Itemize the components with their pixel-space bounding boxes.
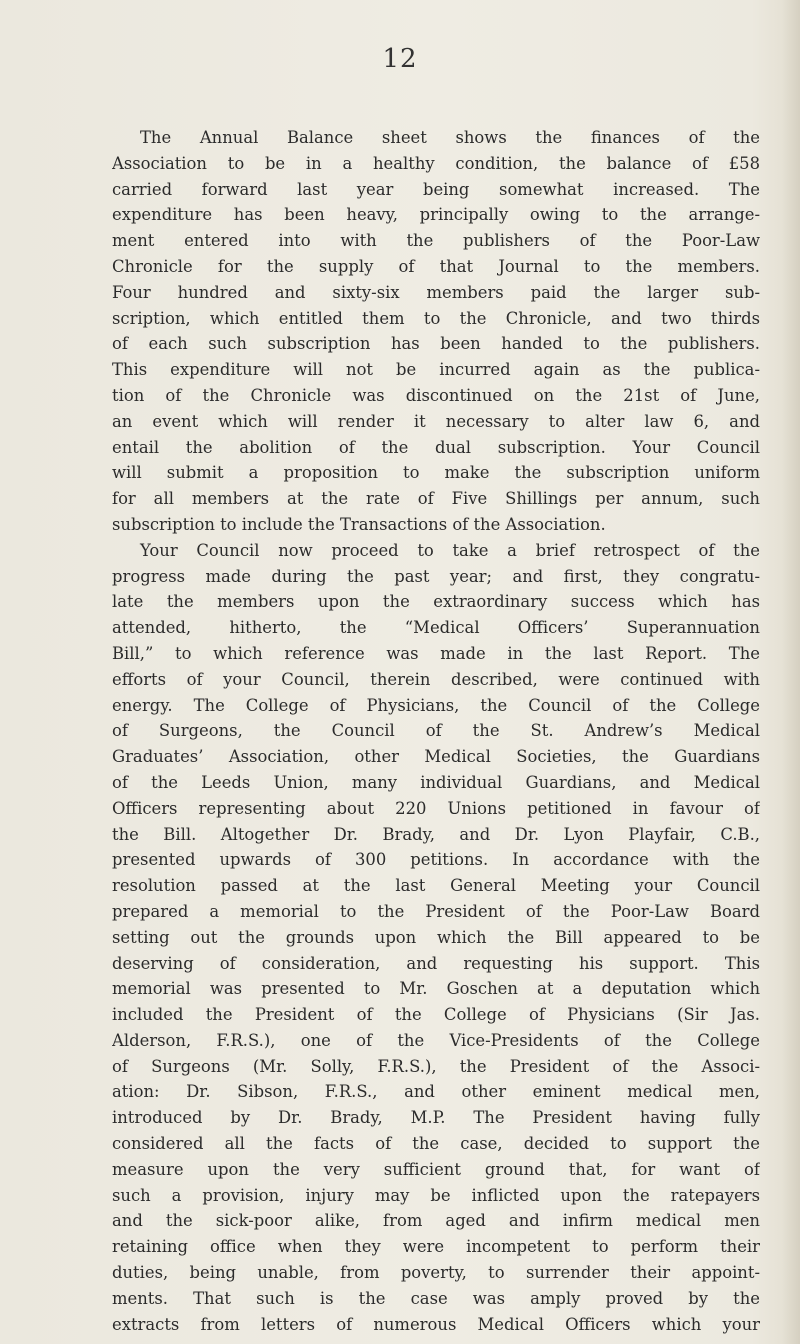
- text-line: and the sick-poor alike, from aged and infirm medical men: [112, 1211, 760, 1231]
- text-line: presented upwards of 300 petitions. In accordance with the: [112, 850, 760, 870]
- text-line: prepared a memorial to the President of the Poor-Law Board: [112, 901, 760, 921]
- page-number: 12: [382, 44, 418, 74]
- text-line: the Bill. Altogether Dr. Brady, and Dr. Lyon Playfair, C.B.,: [112, 824, 760, 844]
- text-line: energy. The College of Physicians, the Council of the College: [112, 695, 760, 715]
- text-line: retaining office when they were incompetent to perform their: [112, 1237, 760, 1257]
- text-line: Graduates’ Association, other Medical Societies, the Guardians: [112, 747, 760, 767]
- text-line: Officers representing about 220 Unions petitioned in favour of: [112, 798, 760, 818]
- text-line: late the members upon the extraordinary success which has: [112, 592, 760, 612]
- text-line: such a provision, injury may be inflicted upon the ratepayers: [112, 1185, 760, 1205]
- text-line: deserving of consideration, and requesting his support. This: [112, 953, 760, 973]
- text-line: duties, being unable, from poverty, to surrender their appoint-: [112, 1263, 760, 1283]
- text-line: included the President of the College of Physicians (Sir Jas.: [112, 1005, 760, 1025]
- text-line: for all members at the rate of Five Shillings per annum, such: [112, 489, 760, 509]
- text-line: This expenditure will not be incurred again as the publica-: [112, 360, 760, 380]
- text-line: ation: Dr. Sibson, F.R.S., and other eminent medical men,: [112, 1082, 760, 1102]
- text-line: progress made during the past year; and first, they congratu-: [112, 566, 760, 586]
- text-line: considered all the facts of the case, decided to support the: [112, 1134, 760, 1154]
- text-line: of Surgeons, the Council of the St. Andrew’s Medical: [112, 721, 760, 741]
- text-line: Bill,” to which reference was made in the last Report. The: [112, 643, 760, 663]
- text-line: Chronicle for the supply of that Journal to the members.: [112, 256, 760, 276]
- text-line: of the Leeds Union, many individual Guardians, and Medical: [112, 772, 760, 792]
- text-line: extracts from letters of numerous Medical Officers which your: [112, 1314, 760, 1334]
- text-line: will submit a proposition to make the subscription uniform: [112, 463, 760, 483]
- text-line: The Annual Balance sheet shows the finances of the: [140, 128, 760, 147]
- text-line: subscription to include the Transactions of the Association.: [112, 514, 606, 534]
- text-line: Four hundred and sixty-six members paid the larger sub-: [112, 282, 760, 302]
- text-line: setting out the grounds upon which the Bill appeared to be: [112, 927, 760, 947]
- text-line: carried forward last year being somewhat increased. The: [112, 179, 760, 199]
- text-line: Alderson, F.R.S.), one of the Vice-Presidents of the College: [112, 1030, 760, 1050]
- text-line: an event which will render it necessary to alter law 6, and: [112, 411, 760, 431]
- text-line: expenditure has been heavy, principally owing to the arrange-: [112, 205, 760, 225]
- text-line: measure upon the very sufficient ground that, for want of: [112, 1159, 760, 1179]
- text-line: ment entered into with the publishers of the Poor-Law: [112, 231, 760, 251]
- page-edge-shadow: [782, 0, 800, 1344]
- text-line: Association to be in a healthy condition, the balance of £58: [112, 153, 760, 173]
- text-line: resolution passed at the last General Meeting your Council: [112, 876, 760, 896]
- text-line: of each such subscription has been handed to the publishers.: [112, 334, 760, 354]
- text-line: introduced by Dr. Brady, M.P. The President having fully: [112, 1108, 760, 1128]
- text-line: ments. That such is the case was amply proved by the: [112, 1288, 760, 1308]
- text-line: Your Council now proceed to take a brief retrospect of the: [140, 540, 760, 560]
- report-text: [112, 125, 760, 1337]
- text-line: tion of the Chronicle was discontinued on the 21st of June,: [112, 385, 760, 405]
- text-line: memorial was presented to Mr. Goschen at a deputation which: [112, 979, 760, 999]
- text-line: scription, which entitled them to the Chronicle, and two thirds: [112, 308, 760, 328]
- text-line: attended, hitherto, the “Medical Officers’ Superannuation: [112, 618, 760, 638]
- text-line: of Surgeons (Mr. Solly, F.R.S.), the President of the Associ-: [112, 1056, 760, 1076]
- text-line: efforts of your Council, therein described, were continued with: [112, 669, 760, 689]
- text-line: entail the abolition of the dual subscription. Your Council: [112, 437, 760, 457]
